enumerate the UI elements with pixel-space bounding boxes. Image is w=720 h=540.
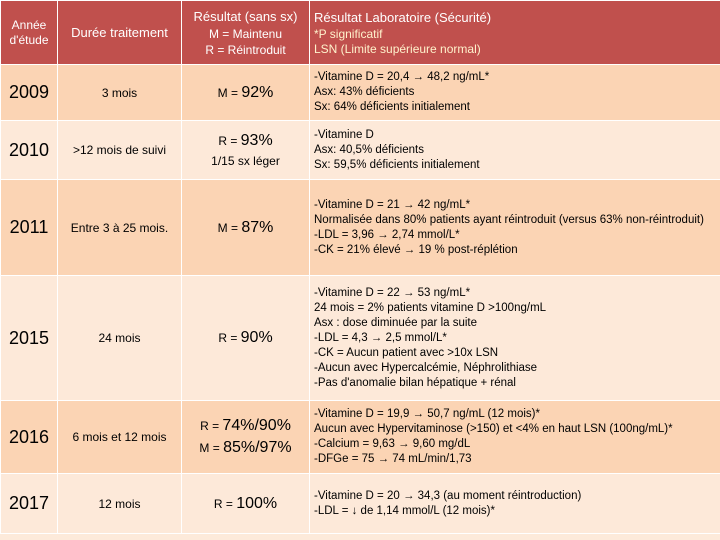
result-header-title: Résultat (sans sx) bbox=[193, 8, 298, 24]
table-row bbox=[1, 121, 720, 180]
lab-line: Asx : dose diminuée par la suite bbox=[314, 316, 478, 329]
treatment-duration: >12 mois de suivi bbox=[58, 121, 182, 180]
result-value: 92% bbox=[241, 83, 274, 101]
result-prefix: M = bbox=[217, 220, 242, 235]
lab-line: Asx: 43% déficients bbox=[314, 86, 415, 98]
lab-line: Sx: 59,5% déficients initialement bbox=[314, 158, 480, 171]
result-value: 90% bbox=[240, 329, 273, 346]
result-value: 93% bbox=[240, 132, 273, 149]
lab-result-cell bbox=[310, 401, 720, 474]
lab-line: -CK = Aucun patient avec >10x LSN bbox=[314, 346, 499, 359]
result-cell bbox=[182, 65, 310, 121]
lab-header-title: Résultat Laboratoire (Sécurité) bbox=[314, 9, 492, 25]
lab-line: -Vitamine D = 21 → 42 ng/mL* bbox=[314, 198, 471, 211]
result-value: 87% bbox=[241, 218, 274, 236]
lab-line: 24 mois = 2% patients vitamine D >100ng/mL bbox=[314, 301, 547, 314]
result-note: 1/15 sx léger bbox=[211, 154, 280, 168]
study-year: 2015 bbox=[1, 276, 58, 401]
treatment-duration: 24 mois bbox=[58, 276, 182, 401]
table-row bbox=[1, 474, 720, 534]
lab-result-cell bbox=[310, 65, 720, 121]
result-value: 74%/90% bbox=[222, 417, 291, 434]
result-prefix: R = bbox=[218, 134, 241, 148]
lab-line: -Calcium = 9,63 → 9,60 mg/dL bbox=[314, 438, 471, 450]
result-prefix: R = bbox=[200, 419, 223, 433]
study-year: 2009 bbox=[1, 65, 58, 121]
table-row bbox=[1, 65, 720, 121]
study-year: 2011 bbox=[1, 180, 58, 276]
table-row bbox=[1, 180, 720, 276]
lab-line: Normalisée dans 80% patients ayant réintroduit (versus 63% non-réintroduit) bbox=[314, 213, 704, 226]
lab-line: -Vitamine D bbox=[314, 128, 374, 141]
lab-legend-significance: *P significatif bbox=[314, 26, 383, 41]
table-row bbox=[1, 276, 720, 401]
result-prefix: R = bbox=[213, 496, 237, 511]
result-value: 85%/97% bbox=[223, 439, 292, 456]
lab-line: -Vitamine D = 20 → 34,3 (au moment réintroduction) bbox=[314, 489, 582, 502]
lab-column-header bbox=[310, 1, 720, 65]
treatment-duration: Entre 3 à 25 mois. bbox=[58, 180, 182, 276]
result-cell bbox=[182, 276, 310, 401]
lab-line: -CK = 21% élevé → 19 % post-réplétion bbox=[314, 243, 518, 256]
lab-result-cell bbox=[310, 474, 720, 534]
result-prefix: M = bbox=[199, 441, 224, 455]
result-prefix: R = bbox=[218, 331, 241, 345]
result-legend-reintroduced: R = Réintroduit bbox=[205, 42, 286, 57]
lab-line: -Aucun avec Hypercalcémie, Néphrolithiase bbox=[314, 361, 538, 374]
lab-line: -Vitamine D = 22 → 53 ng/mL* bbox=[314, 286, 471, 299]
study-year: 2017 bbox=[1, 474, 58, 534]
lab-line: Aucun avec Hypervitaminose (>150) et <4% en haut LSN (100ng/mL)* bbox=[314, 423, 673, 435]
lab-result-cell bbox=[310, 180, 720, 276]
result-line-maintained bbox=[182, 439, 309, 457]
result-cell bbox=[182, 180, 310, 276]
lab-line: -Vitamine D = 20,4 → 48,2 ng/mL* bbox=[314, 71, 490, 83]
result-value: 100% bbox=[236, 494, 278, 512]
study-year: 2010 bbox=[1, 121, 58, 180]
lab-line: -Vitamine D = 19,9 → 50,7 ng/mL (12 mois)* bbox=[314, 408, 540, 420]
table-row bbox=[1, 401, 720, 474]
treatment-duration: 6 mois et 12 mois bbox=[58, 401, 182, 474]
year-column-header: Année d'étude bbox=[1, 1, 58, 65]
lab-line: -LDL = 4,3 → 2,5 mmol/L* bbox=[314, 331, 447, 344]
result-column-header bbox=[182, 1, 310, 65]
result-prefix: M = bbox=[217, 85, 242, 100]
lab-line: -DFGe = 75 → 74 mL/min/1,73 bbox=[314, 453, 472, 465]
lab-line: Sx: 64% déficients initialement bbox=[314, 101, 470, 113]
lab-legend-lsn: LSN (Limite supérieure normal) bbox=[314, 41, 481, 56]
lab-line: Asx: 40,5% déficients bbox=[314, 143, 424, 156]
result-cell bbox=[182, 474, 310, 534]
result-cell bbox=[182, 401, 310, 474]
lab-line: -Pas d'anomalie bilan hépatique + rénal bbox=[314, 376, 516, 389]
result-legend-maintained: M = Maintenu bbox=[208, 26, 283, 41]
result-line-reintroduced bbox=[182, 417, 309, 435]
treatment-duration: 12 mois bbox=[58, 474, 182, 534]
header-row bbox=[1, 1, 720, 65]
duration-column-header: Durée traitement bbox=[58, 1, 182, 65]
lab-line: -LDL = 3,96 → 2,74 mmol/L* bbox=[314, 228, 460, 241]
study-year: 2016 bbox=[1, 401, 58, 474]
lab-line: -LDL = ↓ de 1,14 mmol/L (12 mois)* bbox=[314, 504, 495, 517]
lab-result-cell bbox=[310, 121, 720, 180]
result-cell bbox=[182, 121, 310, 180]
treatment-duration: 3 mois bbox=[58, 65, 182, 121]
lab-result-cell bbox=[310, 276, 720, 401]
